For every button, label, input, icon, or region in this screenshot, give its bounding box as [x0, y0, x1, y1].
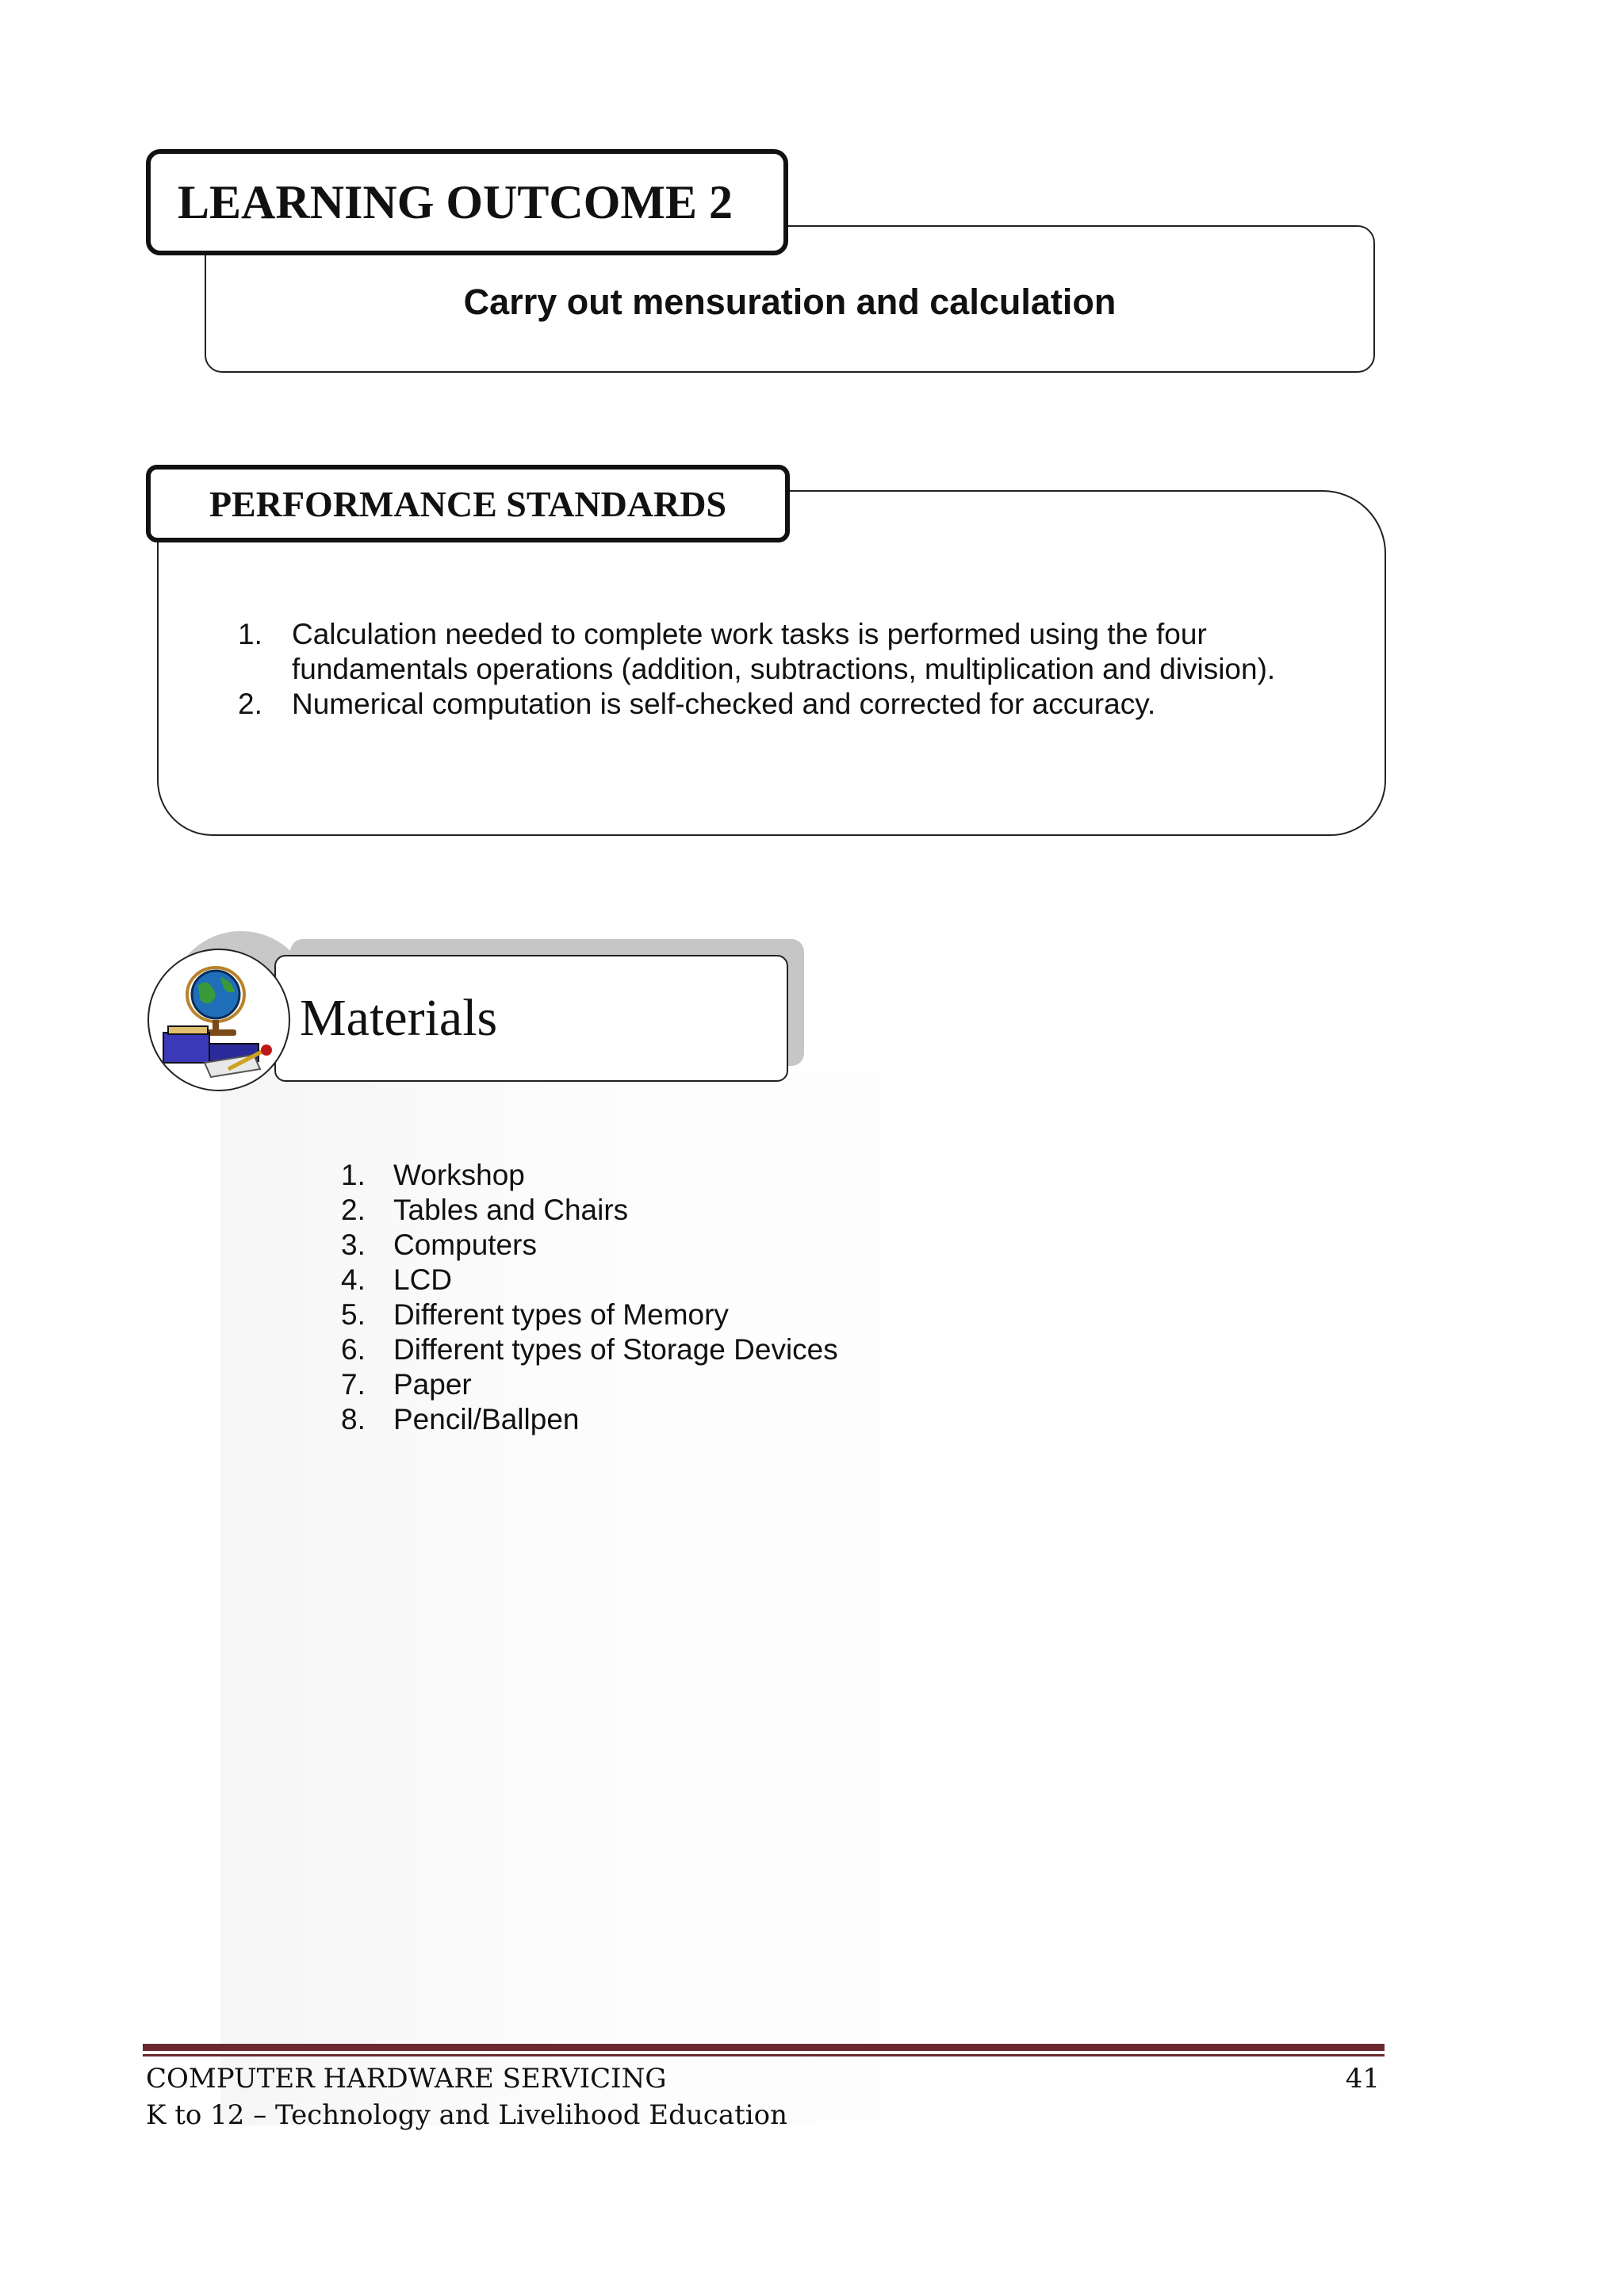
list-item	[341, 1263, 1055, 1297]
list-item-number: 7.	[341, 1368, 366, 1401]
list-item	[341, 1367, 1055, 1402]
materials-list	[341, 1158, 1055, 1437]
footer-rule	[143, 2044, 1385, 2051]
list-item-text: LCD	[393, 1263, 453, 1296]
list-item	[341, 1297, 1055, 1332]
list-item-line: Calculation needed to complete work tasks is performed using the four	[292, 618, 1207, 650]
learning-outcome-subtitle: Carry out mensuration and calculation	[463, 282, 1116, 322]
list-item-number: 1.	[238, 618, 262, 650]
performance-standards-tab: PERFORMANCE STANDARDS	[146, 465, 790, 542]
list-item-text: Different types of Storage Devices	[393, 1333, 838, 1366]
list-item-text: Computers	[393, 1228, 537, 1261]
list-item-text: Workshop	[393, 1159, 525, 1191]
page-number: 41	[1345, 2063, 1380, 2095]
list-item-number: 1.	[341, 1159, 366, 1191]
list-item	[341, 1193, 1055, 1228]
globe-books-icon	[149, 950, 289, 1090]
list-item-number: 5.	[341, 1298, 366, 1331]
list-item-text: Paper	[393, 1368, 472, 1401]
list-item	[341, 1228, 1055, 1263]
list-item-text: Tables and Chairs	[393, 1194, 629, 1226]
list-item-number: 8.	[341, 1403, 366, 1435]
materials-tab: Materials	[274, 955, 788, 1082]
list-item-number: 4.	[341, 1263, 366, 1296]
list-item	[238, 687, 1348, 722]
footer-rule-thin	[143, 2054, 1385, 2056]
list-item-text	[292, 617, 1323, 687]
list-item-number: 2.	[341, 1194, 366, 1226]
learning-outcome-tab: LEARNING OUTCOME 2	[146, 149, 788, 255]
footer-text	[146, 2060, 787, 2133]
list-item-text: Different types of Memory	[393, 1298, 729, 1331]
performance-standards-list	[238, 617, 1348, 722]
list-item-text	[292, 687, 1323, 722]
list-item	[341, 1332, 1055, 1367]
list-item-text: Pencil/Ballpen	[393, 1403, 580, 1435]
list-item-number: 6.	[341, 1333, 366, 1366]
list-item	[238, 617, 1348, 687]
list-item-line: fundamentals operations (addition, subtractions, multiplication and division).	[292, 653, 1276, 685]
list-item	[341, 1158, 1055, 1193]
list-item-number: 3.	[341, 1228, 366, 1261]
list-item-number: 2.	[238, 688, 262, 720]
list-item	[341, 1402, 1055, 1437]
footer-program-title: K to 12 – Technology and Livelihood Education	[146, 2099, 787, 2131]
footer-course-title: COMPUTER HARDWARE SERVICING	[146, 2063, 667, 2095]
materials-icon-badge	[147, 949, 290, 1091]
list-item-line: Numerical computation is self-checked and corrected for accuracy.	[292, 688, 1156, 720]
